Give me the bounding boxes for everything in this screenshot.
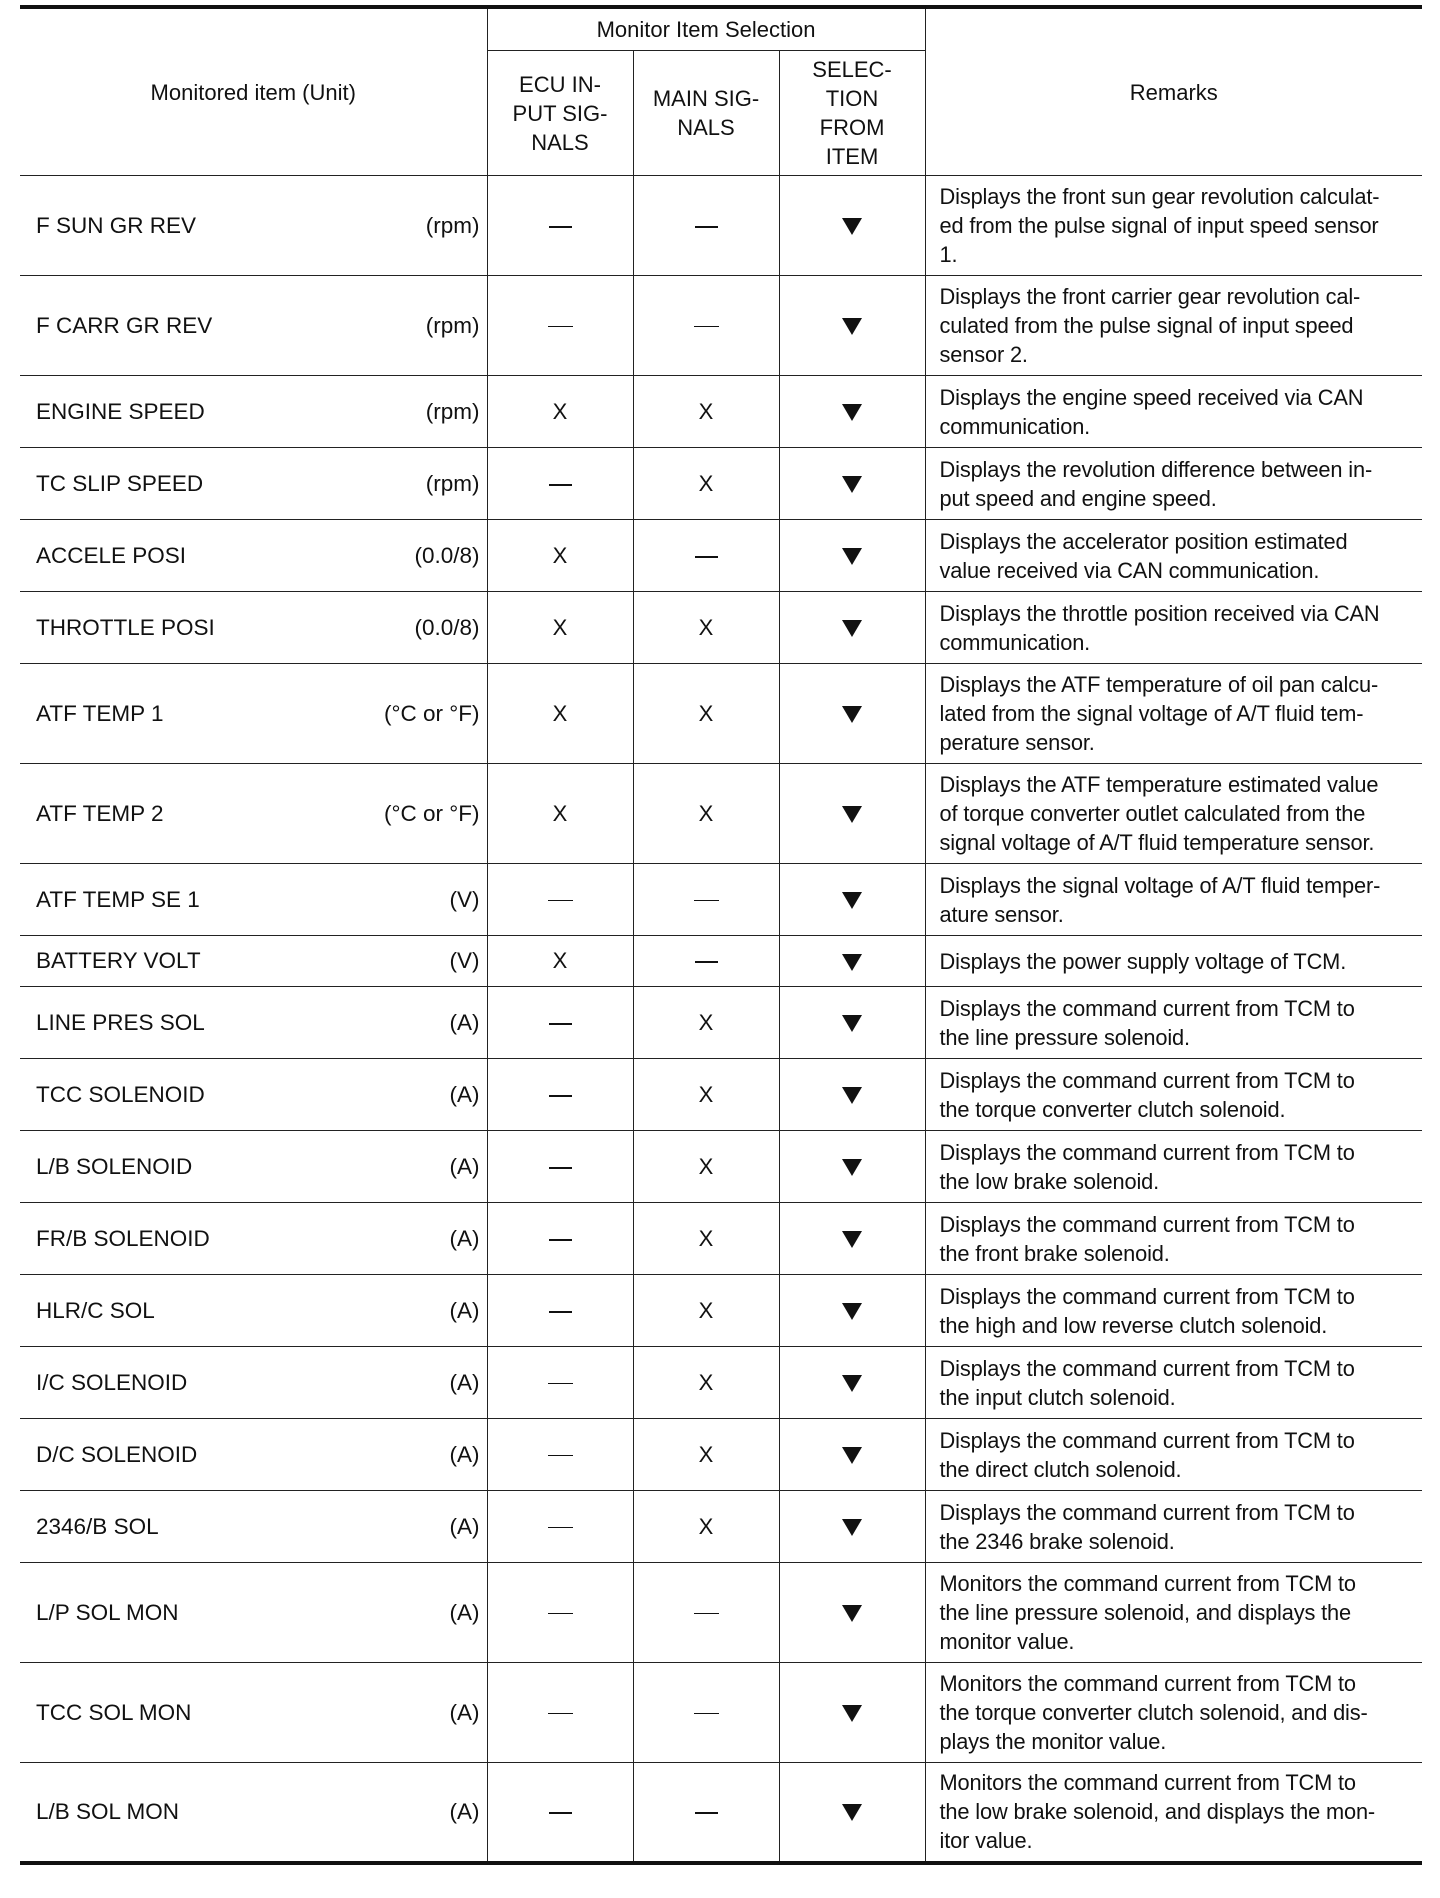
main-signals-x-mark xyxy=(633,1491,779,1563)
x-mark: X xyxy=(698,800,714,826)
triangle-down-icon xyxy=(842,620,862,637)
remarks-cell xyxy=(925,1763,1422,1863)
ecu-input-dash-mark xyxy=(487,864,633,936)
ecu-input-dash-mark xyxy=(487,1347,633,1419)
selection-from-item-selection-mark xyxy=(779,1563,925,1663)
remarks-line: of torque converter outlet calculated from the xyxy=(939,801,1366,826)
remarks-line: Monitors the command current from TCM to xyxy=(939,1770,1356,1796)
header-ecu-input-signals: ECU IN- PUT SIG- NALS xyxy=(487,51,633,176)
remarks-line: Displays the command current from TCM to xyxy=(939,1139,1355,1165)
item-name: F CARR GR REV xyxy=(36,312,213,338)
item-unit: (0.0/8) xyxy=(414,614,480,640)
item-unit: (A) xyxy=(449,1798,480,1824)
remarks-line: Displays the command current from TCM to xyxy=(939,1499,1355,1525)
triangle-down-icon xyxy=(842,476,862,493)
item-unit: (°C or °F) xyxy=(384,700,480,726)
triangle-down-icon xyxy=(842,1804,862,1821)
item-name: FR/B SOLENOID xyxy=(36,1225,210,1251)
ecu-input-dash-mark xyxy=(487,987,633,1059)
remarks-cell xyxy=(925,1131,1422,1203)
remarks-line: Displays the engine speed received via CAN xyxy=(939,384,1364,410)
table-row xyxy=(20,1419,1422,1491)
dash-mark xyxy=(548,1383,573,1385)
selection-from-item-selection-mark xyxy=(779,1663,925,1763)
item-name: L/B SOL MON xyxy=(36,1798,179,1824)
remarks-cell xyxy=(925,276,1422,376)
remarks-line: Displays the revolution difference between in- xyxy=(939,456,1373,482)
item-name: L/P SOL MON xyxy=(36,1599,179,1625)
triangle-down-icon xyxy=(842,404,862,421)
dash-mark xyxy=(694,1713,719,1715)
triangle-down-icon xyxy=(842,318,862,335)
selection-from-item-selection-mark xyxy=(779,864,925,936)
item-name: BATTERY VOLT xyxy=(36,948,201,973)
ecu-input-dash-mark xyxy=(487,1275,633,1347)
monitored-item-cell xyxy=(20,864,487,936)
remarks-line: sensor 2. xyxy=(939,342,1028,367)
remarks-line: the torque converter clutch solenoid. xyxy=(939,1096,1286,1122)
triangle-down-icon xyxy=(842,954,862,971)
triangle-down-icon xyxy=(842,1605,862,1622)
remarks-line: Displays the command current from TCM to xyxy=(939,995,1355,1021)
ecu-input-dash-mark xyxy=(487,1419,633,1491)
selection-from-item-selection-mark xyxy=(779,448,925,520)
ecu-input-x-mark xyxy=(487,764,633,864)
dash-mark xyxy=(549,1167,572,1169)
monitored-item-cell xyxy=(20,1663,487,1763)
item-unit: (A) xyxy=(449,1369,480,1395)
triangle-down-icon xyxy=(842,1231,862,1248)
dash-mark xyxy=(549,1812,572,1814)
ecu-input-dash-mark xyxy=(487,1763,633,1863)
monitored-item-cell xyxy=(20,592,487,664)
dash-mark xyxy=(548,1455,573,1457)
remarks-line: Displays the front carrier gear revolution cal- xyxy=(939,284,1361,309)
remarks-line: communication. xyxy=(939,413,1091,439)
monitored-item-cell xyxy=(20,520,487,592)
table-row xyxy=(20,864,1422,936)
remarks-line: the front brake solenoid. xyxy=(939,1240,1170,1266)
remarks-line: Displays the throttle position received via CAN xyxy=(939,600,1380,626)
selection-from-item-selection-mark xyxy=(779,1491,925,1563)
item-unit: (rpm) xyxy=(425,312,480,338)
triangle-down-icon xyxy=(842,218,862,235)
ecu-input-x-mark xyxy=(487,520,633,592)
x-mark: X xyxy=(552,542,568,568)
selection-from-item-selection-mark xyxy=(779,276,925,376)
remarks-cell xyxy=(925,1203,1422,1275)
monitored-item-cell xyxy=(20,1763,487,1863)
remarks-cell xyxy=(925,1275,1422,1347)
main-signals-dash-mark xyxy=(633,1663,779,1763)
table-row xyxy=(20,1347,1422,1419)
monitored-item-cell xyxy=(20,1131,487,1203)
header-main-signals: MAIN SIG- NALS xyxy=(633,51,779,176)
item-unit: (V) xyxy=(449,886,480,912)
x-mark: X xyxy=(698,1225,714,1251)
item-unit: (A) xyxy=(449,1009,480,1035)
remarks-cell xyxy=(925,592,1422,664)
dash-mark xyxy=(548,1527,573,1529)
selection-from-item-selection-mark xyxy=(779,1059,925,1131)
monitored-item-cell xyxy=(20,1203,487,1275)
x-mark: X xyxy=(552,614,568,640)
remarks-cell xyxy=(925,448,1422,520)
x-mark: X xyxy=(552,398,568,424)
remarks-line: Displays the command current from TCM to xyxy=(939,1427,1355,1453)
table-row xyxy=(20,176,1422,276)
table-row xyxy=(20,1059,1422,1131)
remarks-line: put speed and engine speed. xyxy=(939,485,1217,511)
item-name: ATF TEMP 1 xyxy=(36,700,164,726)
remarks-cell xyxy=(925,936,1422,987)
remarks-line: Displays the command current from TCM to xyxy=(939,1355,1355,1381)
item-name: LINE PRES SOL xyxy=(36,1009,205,1035)
table-row xyxy=(20,1563,1422,1663)
table-row xyxy=(20,664,1422,764)
dash-mark xyxy=(695,226,718,228)
triangle-down-icon xyxy=(842,1375,862,1392)
dash-mark xyxy=(695,1812,718,1814)
selection-from-item-selection-mark xyxy=(779,176,925,276)
x-mark: X xyxy=(552,700,568,726)
remarks-line: Displays the ATF temperature estimated value xyxy=(939,772,1379,797)
item-name: ATF TEMP SE 1 xyxy=(36,886,200,912)
main-signals-x-mark xyxy=(633,1131,779,1203)
remarks-cell xyxy=(925,1347,1422,1419)
triangle-down-icon xyxy=(842,548,862,565)
monitored-item-cell xyxy=(20,764,487,864)
selection-from-item-selection-mark xyxy=(779,1347,925,1419)
remarks-cell xyxy=(925,864,1422,936)
remarks-line: lated from the signal voltage of A/T fluid tem- xyxy=(939,701,1364,726)
x-mark: X xyxy=(698,1009,714,1035)
monitored-item-cell xyxy=(20,664,487,764)
selection-from-item-selection-mark xyxy=(779,664,925,764)
item-unit: (A) xyxy=(449,1441,480,1467)
remarks-cell xyxy=(925,1491,1422,1563)
remarks-line: 1. xyxy=(939,242,958,267)
monitored-item-cell xyxy=(20,376,487,448)
monitored-item-cell xyxy=(20,936,487,987)
dash-mark xyxy=(549,1239,572,1241)
monitored-item-cell xyxy=(20,1563,487,1663)
remarks-cell xyxy=(925,520,1422,592)
dash-mark xyxy=(549,1311,572,1313)
monitor-item-table xyxy=(20,5,1422,1865)
triangle-down-icon xyxy=(842,1519,862,1536)
header-monitor-item-selection: Monitor Item Selection xyxy=(487,7,925,51)
main-signals-x-mark xyxy=(633,987,779,1059)
monitored-item-cell xyxy=(20,1275,487,1347)
header-remarks: Remarks xyxy=(925,7,1422,176)
table-row xyxy=(20,376,1422,448)
item-name: THROTTLE POSI xyxy=(36,614,215,640)
item-name: L/B SOLENOID xyxy=(36,1153,193,1179)
ecu-input-dash-mark xyxy=(487,1491,633,1563)
table-row xyxy=(20,276,1422,376)
remarks-cell xyxy=(925,764,1422,864)
selection-from-item-selection-mark xyxy=(779,376,925,448)
item-name: TC SLIP SPEED xyxy=(36,470,204,496)
header-monitored-item: Monitored item (Unit) xyxy=(20,7,487,176)
dash-mark xyxy=(549,226,572,228)
item-name: TCC SOLENOID xyxy=(36,1081,205,1107)
item-name: ACCELE POSI xyxy=(36,542,187,568)
remarks-line: the torque converter clutch solenoid, and dis- xyxy=(939,1700,1368,1725)
selection-from-item-selection-mark xyxy=(779,936,925,987)
triangle-down-icon xyxy=(842,706,862,723)
ecu-input-dash-mark xyxy=(487,176,633,276)
ecu-input-x-mark xyxy=(487,664,633,764)
remarks-line: Displays the front sun gear revolution calculat- xyxy=(939,184,1380,209)
table-row xyxy=(20,448,1422,520)
triangle-down-icon xyxy=(842,1303,862,1320)
item-unit: (A) xyxy=(449,1513,480,1539)
item-unit: (rpm) xyxy=(425,470,480,496)
triangle-down-icon xyxy=(842,1447,862,1464)
triangle-down-icon xyxy=(842,892,862,909)
main-signals-x-mark xyxy=(633,1203,779,1275)
item-unit: (rpm) xyxy=(425,212,480,238)
item-unit: (A) xyxy=(449,1225,480,1251)
table-row xyxy=(20,520,1422,592)
remarks-line: Displays the command current from TCM to xyxy=(939,1067,1355,1093)
table-row xyxy=(20,592,1422,664)
remarks-line: the input clutch solenoid. xyxy=(939,1384,1176,1410)
remarks-line: Displays the command current from TCM to xyxy=(939,1283,1355,1309)
main-signals-dash-mark xyxy=(633,276,779,376)
dash-mark xyxy=(694,1613,719,1615)
main-signals-x-mark xyxy=(633,664,779,764)
dash-mark xyxy=(695,961,718,963)
x-mark: X xyxy=(698,1297,714,1323)
ecu-input-dash-mark xyxy=(487,1131,633,1203)
remarks-line: Monitors the command current from TCM to xyxy=(939,1571,1356,1596)
selection-from-item-selection-mark xyxy=(779,987,925,1059)
main-signals-dash-mark xyxy=(633,1563,779,1663)
remarks-line: Monitors the command current from TCM to xyxy=(939,1671,1356,1696)
monitored-item-cell xyxy=(20,276,487,376)
selection-from-item-selection-mark xyxy=(779,764,925,864)
selection-from-item-selection-mark xyxy=(779,1419,925,1491)
dash-mark xyxy=(694,326,719,328)
remarks-cell xyxy=(925,1419,1422,1491)
selection-from-item-selection-mark xyxy=(779,592,925,664)
triangle-down-icon xyxy=(842,1705,862,1722)
triangle-down-icon xyxy=(842,1087,862,1104)
triangle-down-icon xyxy=(842,806,862,823)
triangle-down-icon xyxy=(842,1159,862,1176)
remarks-line: monitor value. xyxy=(939,1629,1075,1654)
table-row xyxy=(20,987,1422,1059)
remarks-line: ed from the pulse signal of input speed sensor xyxy=(939,213,1379,238)
dash-mark xyxy=(549,1023,572,1025)
main-signals-dash-mark xyxy=(633,176,779,276)
remarks-line: Displays the signal voltage of A/T fluid temper- xyxy=(939,872,1381,898)
table-row xyxy=(20,1131,1422,1203)
main-signals-dash-mark xyxy=(633,520,779,592)
table-row xyxy=(20,936,1422,987)
dash-mark xyxy=(548,326,573,328)
x-mark: X xyxy=(698,1513,714,1539)
remarks-line: ature sensor. xyxy=(939,901,1064,927)
item-unit: (A) xyxy=(449,1153,480,1179)
ecu-input-dash-mark xyxy=(487,1663,633,1763)
item-name: F SUN GR REV xyxy=(36,212,197,238)
item-name: D/C SOLENOID xyxy=(36,1441,198,1467)
item-name: ATF TEMP 2 xyxy=(36,800,164,826)
table-row xyxy=(20,1203,1422,1275)
x-mark: X xyxy=(698,398,714,424)
ecu-input-x-mark xyxy=(487,592,633,664)
monitored-item-cell xyxy=(20,176,487,276)
x-mark: X xyxy=(698,614,714,640)
dash-mark xyxy=(694,900,719,902)
remarks-line: Displays the ATF temperature of oil pan calcu- xyxy=(939,672,1379,697)
x-mark: X xyxy=(552,800,568,826)
remarks-line: Displays the command current from TCM to xyxy=(939,1211,1355,1237)
ecu-input-dash-mark xyxy=(487,448,633,520)
dash-mark xyxy=(548,1613,573,1615)
main-signals-dash-mark xyxy=(633,1763,779,1863)
item-unit: (A) xyxy=(449,1297,480,1323)
table-row xyxy=(20,1275,1422,1347)
table-row xyxy=(20,1663,1422,1763)
main-signals-x-mark xyxy=(633,1275,779,1347)
remarks-line: value received via CAN communication. xyxy=(939,557,1320,583)
remarks-line: Displays the power supply voltage of TCM. xyxy=(939,948,1347,974)
x-mark: X xyxy=(698,1153,714,1179)
remarks-line: plays the monitor value. xyxy=(939,1729,1167,1754)
x-mark: X xyxy=(698,1081,714,1107)
remarks-line: the high and low reverse clutch solenoid. xyxy=(939,1312,1328,1338)
remarks-cell xyxy=(925,376,1422,448)
remarks-cell xyxy=(925,176,1422,276)
monitored-item-cell xyxy=(20,1419,487,1491)
monitored-item-cell xyxy=(20,1491,487,1563)
dash-mark xyxy=(548,900,573,902)
item-unit: (A) xyxy=(449,1599,480,1625)
remarks-line: communication. xyxy=(939,629,1091,655)
ecu-input-x-mark xyxy=(487,936,633,987)
item-unit: (°C or °F) xyxy=(384,800,480,826)
main-signals-x-mark xyxy=(633,1347,779,1419)
remarks-line: the 2346 brake solenoid. xyxy=(939,1528,1175,1554)
remarks-line: perature sensor. xyxy=(939,730,1095,755)
ecu-input-dash-mark xyxy=(487,1563,633,1663)
main-signals-x-mark xyxy=(633,448,779,520)
main-signals-x-mark xyxy=(633,1419,779,1491)
ecu-input-x-mark xyxy=(487,376,633,448)
table-row xyxy=(20,1763,1422,1863)
item-name: I/C SOLENOID xyxy=(36,1369,188,1395)
remarks-cell xyxy=(925,664,1422,764)
ecu-input-dash-mark xyxy=(487,1203,633,1275)
main-signals-x-mark xyxy=(633,764,779,864)
item-unit: (V) xyxy=(449,948,480,973)
dash-mark xyxy=(549,1095,572,1097)
dash-mark xyxy=(549,484,572,486)
item-unit: (A) xyxy=(449,1081,480,1107)
monitored-item-cell xyxy=(20,987,487,1059)
remarks-line: the low brake solenoid, and displays the mon- xyxy=(939,1799,1376,1825)
x-mark: X xyxy=(698,1441,714,1467)
remarks-cell xyxy=(925,1663,1422,1763)
ecu-input-dash-mark xyxy=(487,276,633,376)
selection-from-item-selection-mark xyxy=(779,1763,925,1863)
main-signals-x-mark xyxy=(633,592,779,664)
triangle-down-icon xyxy=(842,1015,862,1032)
x-mark: X xyxy=(698,470,714,496)
remarks-line: culated from the pulse signal of input speed xyxy=(939,313,1354,338)
remarks-line: signal voltage of A/T fluid temperature sensor. xyxy=(939,830,1375,855)
monitored-item-cell xyxy=(20,448,487,520)
item-unit: (rpm) xyxy=(425,398,480,424)
remarks-cell xyxy=(925,987,1422,1059)
item-unit: (A) xyxy=(449,1699,480,1725)
remarks-line: the line pressure solenoid, and displays the xyxy=(939,1600,1351,1625)
selection-from-item-selection-mark xyxy=(779,1131,925,1203)
remarks-cell xyxy=(925,1563,1422,1663)
table-row xyxy=(20,1491,1422,1563)
item-name: TCC SOL MON xyxy=(36,1699,192,1725)
monitored-item-cell xyxy=(20,1347,487,1419)
dash-mark xyxy=(548,1713,573,1715)
x-mark: X xyxy=(698,700,714,726)
selection-from-item-selection-mark xyxy=(779,1203,925,1275)
remarks-line: the low brake solenoid. xyxy=(939,1168,1160,1194)
remarks-line: the line pressure solenoid. xyxy=(939,1024,1190,1050)
item-name: HLR/C SOL xyxy=(36,1297,155,1323)
selection-from-item-selection-mark xyxy=(779,520,925,592)
main-signals-x-mark xyxy=(633,1059,779,1131)
main-signals-dash-mark xyxy=(633,864,779,936)
ecu-input-dash-mark xyxy=(487,1059,633,1131)
item-name: 2346/B SOL xyxy=(36,1513,159,1539)
remarks-cell xyxy=(925,1059,1422,1131)
dash-mark xyxy=(695,556,718,558)
x-mark: X xyxy=(552,948,568,973)
selection-from-item-selection-mark xyxy=(779,1275,925,1347)
table-row xyxy=(20,764,1422,864)
remarks-line: Displays the accelerator position estimated xyxy=(939,528,1348,554)
monitored-item-cell xyxy=(20,1059,487,1131)
item-name: ENGINE SPEED xyxy=(36,398,205,424)
x-mark: X xyxy=(698,1369,714,1395)
main-signals-dash-mark xyxy=(633,936,779,987)
remarks-line: the direct clutch solenoid. xyxy=(939,1456,1182,1482)
item-unit: (0.0/8) xyxy=(414,542,480,568)
header-selection-from-item: SELEC- TION FROM ITEM xyxy=(779,51,925,176)
main-signals-x-mark xyxy=(633,376,779,448)
remarks-line: itor value. xyxy=(939,1828,1033,1854)
